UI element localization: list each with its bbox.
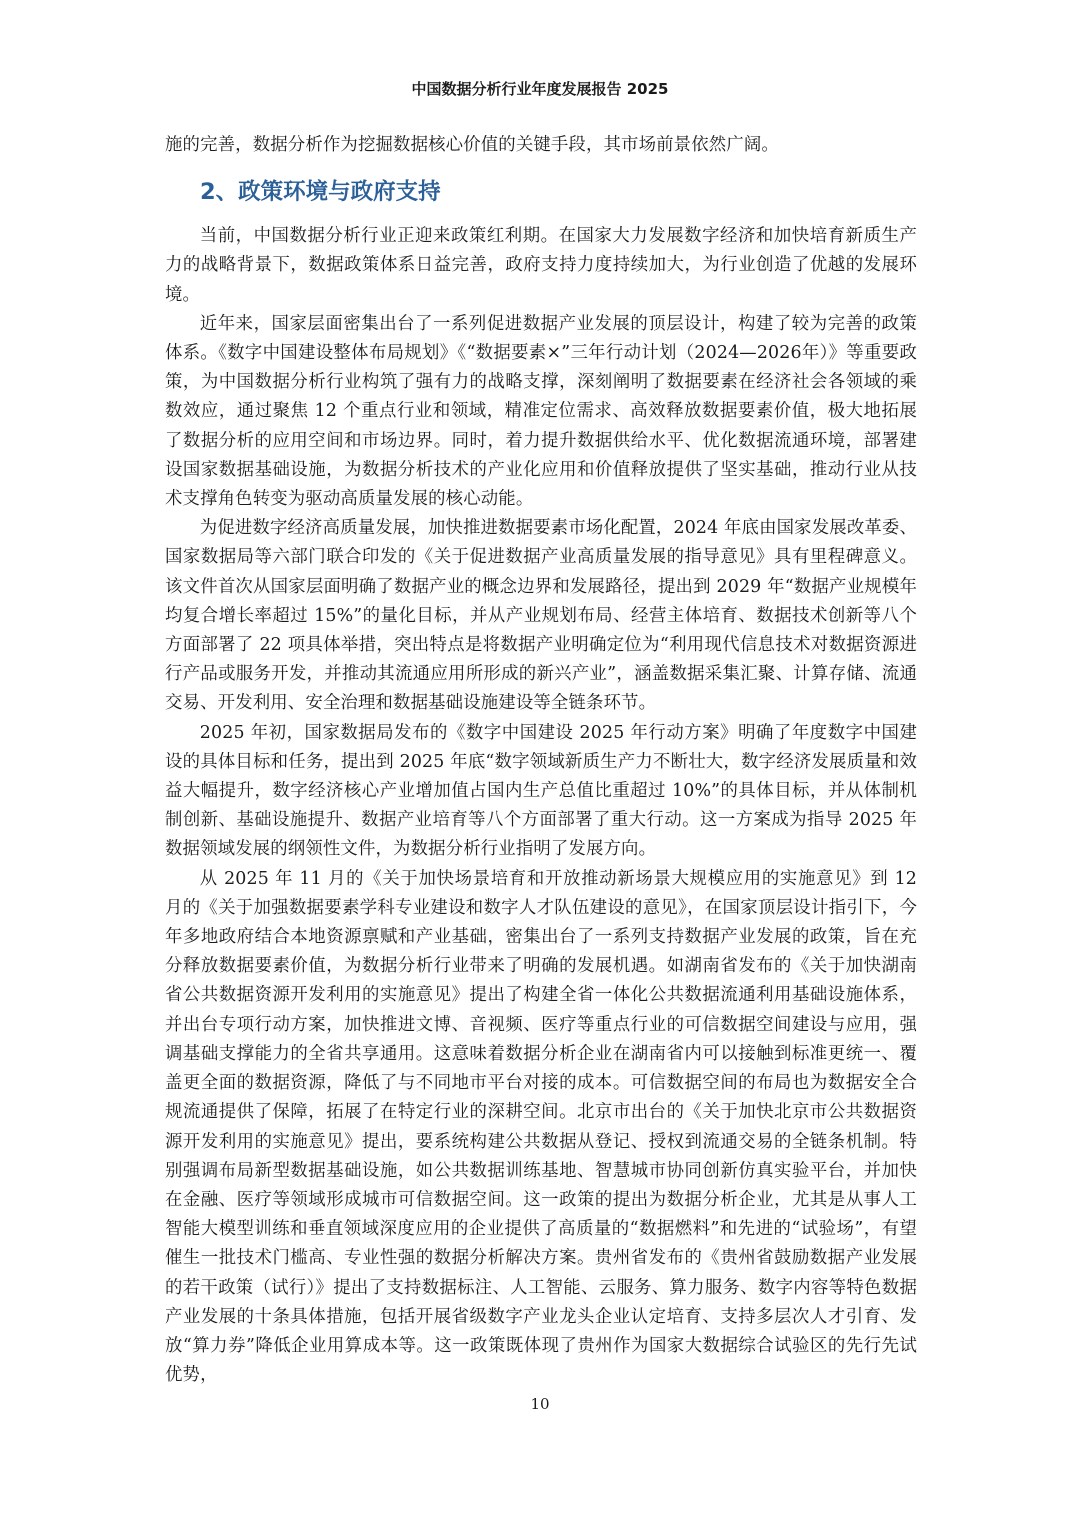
body-paragraph-2: 近年来，国家层面密集出台了一系列促进数据产业发展的顶层设计，构建了较为完善的政策体系。《数字中国建设整体布局规划》《“数据要素×”三年行动计划（2024—2026年）》等重要政策，为中国数据分析行业构筑了强有力的战略支撑，深刻阐明了数据要素在经济社会各领域的乘数效应，通过聚焦 12 个重点行业和领域，精准定位需求、高效释放数据要素价值，极大地拓展了数据分析的应用空间和市场边界。同时，着力提升数据供给水平、优化数据流通环境，部署建设国家数据基础设施，为数据分析技术的产业化应用和价值释放提供了坚实基础，推动行业从技术支撑角色转变为驱动高质量发展的核心动能。 xyxy=(165,313,917,510)
body-paragraph-1: 当前，中国数据分析行业正迎来政策红利期。在国家大力发展数字经济和加快培育新质生产力的战略背景下，数据政策体系日益完善，政府支持力度持续加大，为行业创造了优越的发展环境。 xyxy=(165,226,917,305)
body-paragraph-5: 从 2025 年 11 月的《关于加快场景培育和开放推动新场景大规模应用的实施意见》到 12 月的《关于加强数据要素学科专业建设和数字人才队伍建设的意见》，在国家顶层设计指引下，今年多地政府结合本地资源禀赋和产业基础，密集出台了一系列支持数据产业发展的政策，旨在充分释放数据要素价值，为数据分析行业带来了明确的发展机遇。如湖南省发布的《关于加快湖南省公共数据资源开发利用的实施意见》提出了构建全省一体化公共数据流通利用基础设施体系，并出台专项行动方案，加快推进文博、音视频、医疗等重点行业的可信数据空间建设与应用，强调基础支撑能力的全省共享通用。这意味着数据分析企业在湖南省内可以接触到标准更统一、覆盖更全面的数据资源，降低了与不同地市平台对接的成本。可信数据空间的布局也为数据安全合规流通提供了保障，拓展了在特定行业的深耕空间。北京市出台的《关于加快北京市公共数据资源开发利用的实施意见》提出，要系统构建公共数据从登记、授权到流通交易的全链条机制。特别强调布局新型数据基础设施，如公共数据训练基地、智慧城市协同创新仿真实验平台，并加快在金融、医疗等领域形成城市可信数据空间。这一政策的提出为数据分析企业，尤其是从事人工智能大模型训练和垂直领域深度应用的企业提供了高质量的“数据燃料”和先进的“试验场”，有望催生一批技术门槛高、专业性强的数据分析解决方案。贵州省发布的《贵州省鼓励数据产业发展的若干政策（试行）》提出了支持数据标注、人工智能、云服务、算力服务、数字内容等特色数据产业发展的十条具体措施，包括开展省级数字产业龙头企业认定培育、支持多层次人才引育、发放“算力券”降低企业用算成本等。这一政策既体现了贵州作为国家大数据综合试验区的先行先试优势， xyxy=(165,868,917,1386)
body-paragraph-3: 为促进数字经济高质量发展，加快推进数据要素市场化配置，2024 年底由国家发展改革委、国家数据局等六部门联合印发的《关于促进数据产业高质量发展的指导意见》具有里程碑意义。该文件首次从国家层面明确了数据产业的概念边界和发展路径，提出到 2029 年“数据产业规模年均复合增长率超过 15%”的量化目标，并从产业规划布局、经营主体培育、数据技术创新等八个方面部署了 22 项具体举措，突出特点是将数据产业明确定位为“利用现代信息技术对数据资源进行产品或服务开发，并推动其流通应用所形成的新兴产业”，涵盖数据采集汇聚、计算存储、流通交易、开发利用、安全治理和数据基础设施建设等全链条环节。 xyxy=(165,518,917,714)
page-number: 10 xyxy=(530,1395,550,1413)
section-heading: 2、政策环境与政府支持 xyxy=(200,179,441,206)
lead-paragraph: 施的完善，数据分析作为挖掘数据核心价值的关键手段，其市场前景依然广阔。 xyxy=(165,135,779,155)
body-paragraph-4: 2025 年初，国家数据局发布的《数字中国建设 2025 年行动方案》明确了年度数字中国建设的具体目标和任务，提出到 2025 年底“数字领域新质生产力不断壮大，数字经济发展质量和效益大幅提升，数字经济核心产业增加值占国内生产总值比重超过 10%”的具体目标，并从体制机制创新、基础设施提升、数据产业培育等八个方面部署了重大行动。这一方案成为指导 2025 年数据领域发展的纲领性文件，为数据分析行业指明了发展方向。 xyxy=(165,722,917,860)
main-content xyxy=(165,131,917,1390)
running-header: 中国数据分析行业年度发展报告 2025 xyxy=(411,80,669,98)
